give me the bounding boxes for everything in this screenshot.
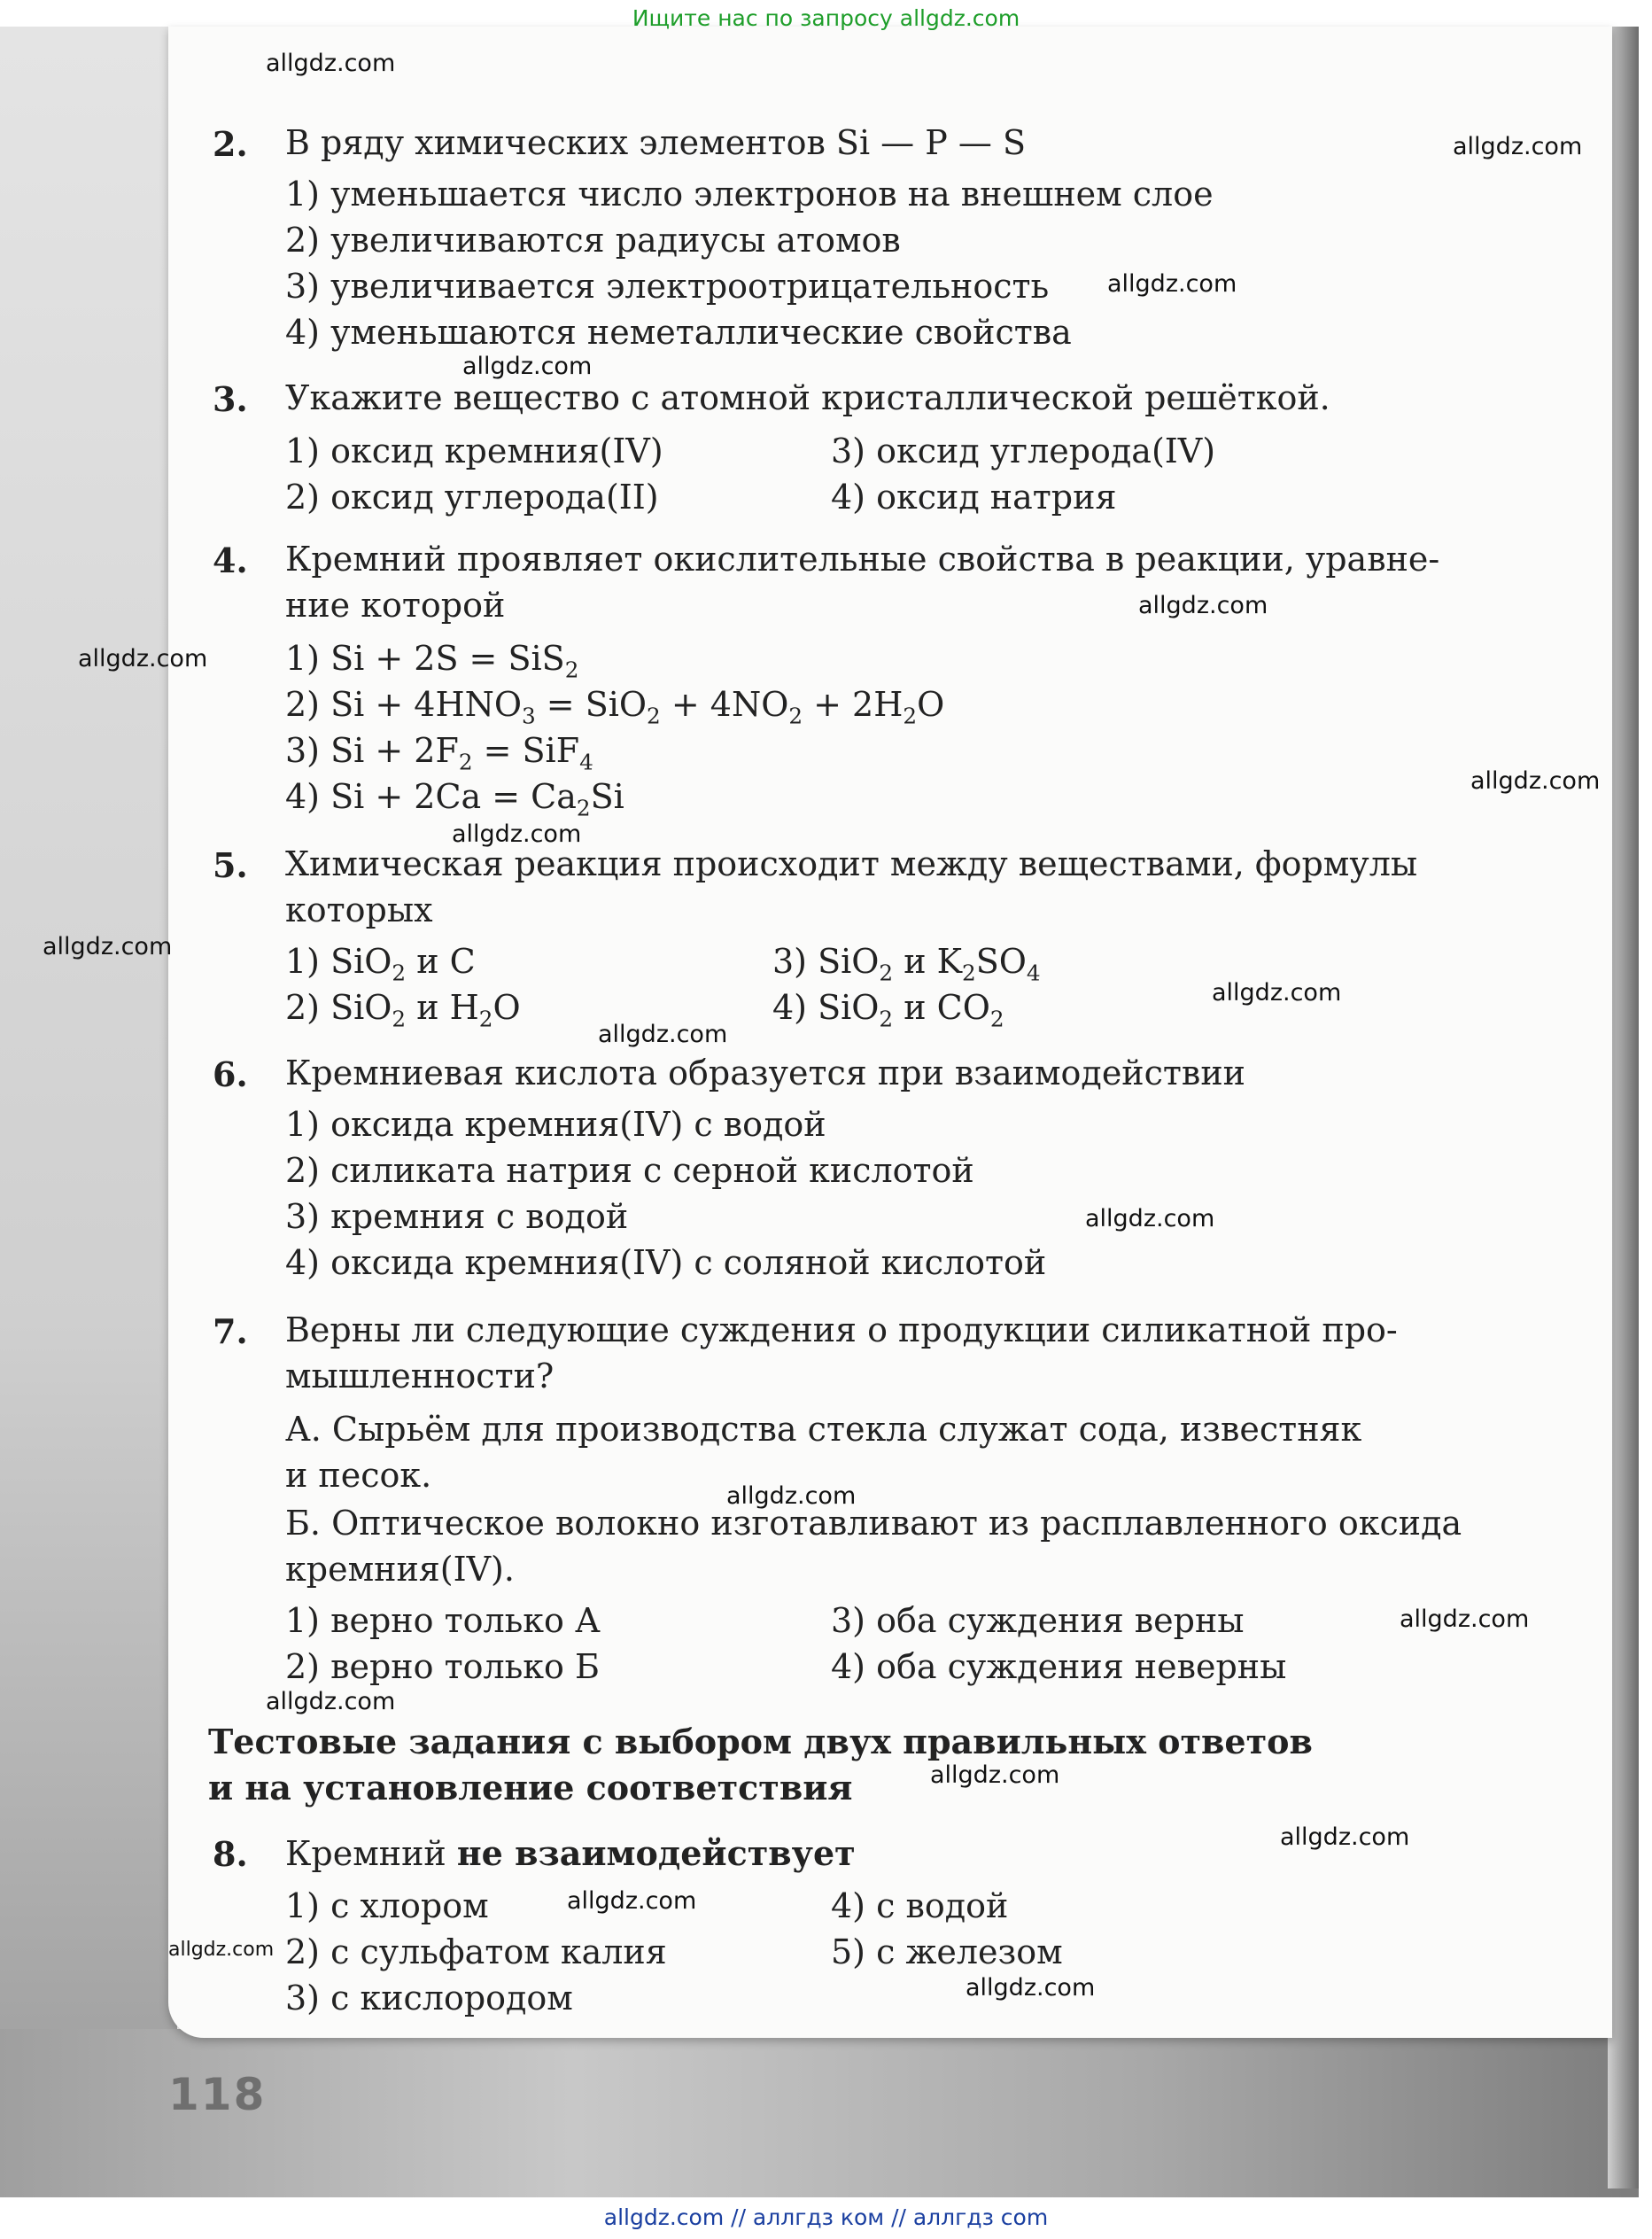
q6-option-1: 1) оксида кремния(IV) с водой xyxy=(285,1105,826,1144)
q4-option-4: 4) $Si + 2Ca = Ca_2Si$ xyxy=(285,777,624,821)
q7-option-1: 1) верно только А xyxy=(285,1601,601,1640)
q4-option-3: 3) $Si + 2F_2 = SiF_4$ xyxy=(285,731,593,775)
q5-option-3: 3) SiO$_2$ и $K_2SO_4$ xyxy=(772,942,1041,986)
page-number: 118 xyxy=(168,2069,267,2120)
q6-option-3: 3) кремния с водой xyxy=(285,1197,629,1236)
q3-option-2: 2) оксид углерода(II) xyxy=(285,478,659,517)
watermark: allgdz.com xyxy=(462,353,593,380)
q8-option-1: 1) с хлором xyxy=(285,1886,489,1925)
watermark: allgdz.com xyxy=(567,1887,697,1915)
q8-option-3: 3) с кислородом xyxy=(285,1979,573,2017)
q6-text: Кремниевая кислота образуется при взаимодействии xyxy=(285,1053,1245,1092)
top-banner[interactable]: Ищите нас по запросу allgdz.com xyxy=(632,5,1020,31)
watermark: allgdz.com xyxy=(43,933,173,960)
q6-option-2: 2) силиката натрия с серной кислотой xyxy=(285,1151,974,1190)
section-heading-line2: и на установление соответствия xyxy=(208,1768,853,1808)
watermark: allgdz.com xyxy=(726,1482,857,1510)
q8-text-bold: не взаимодействует xyxy=(456,1833,856,1873)
q4-number: 4. xyxy=(213,540,248,580)
watermark: allgdz.com xyxy=(78,645,208,672)
q5-text-line2: которых xyxy=(285,890,433,929)
watermark: allgdz.com xyxy=(266,1688,396,1715)
q7-option-3: 3) оба суждения верны xyxy=(831,1601,1245,1640)
section-heading-line1: Тестовые задания с выбором двух правильных ответов xyxy=(208,1722,1313,1761)
watermark: allgdz.com xyxy=(930,1761,1060,1789)
q2-option-3: 3) увеличивается электроотрицательность xyxy=(285,267,1050,306)
q6-number: 6. xyxy=(213,1054,248,1094)
q7-statement-b-line1: Б. Оптическое волокно изготавливают из расплавленного оксида xyxy=(285,1504,1462,1543)
q8-option-5: 5) с железом xyxy=(831,1932,1063,1971)
bottom-banner[interactable]: allgdz.com // аллгдз ком // аллгдз com xyxy=(603,2204,1049,2230)
q7-text-line2: мышленности? xyxy=(285,1357,555,1395)
q8-text xyxy=(285,1834,856,1874)
q5-option-4: 4) SiO$_2$ и $CO_2$ xyxy=(772,988,1004,1032)
q5-number: 5. xyxy=(213,845,248,885)
watermark: allgdz.com xyxy=(966,1974,1096,2002)
q3-number: 3. xyxy=(213,379,248,419)
watermark: allgdz.com xyxy=(1107,270,1237,298)
q7-statement-a-line1: А. Сырьём для производства стекла служат сода, известняк xyxy=(285,1410,1362,1449)
page-shadow-left xyxy=(0,27,177,2188)
q7-option-2: 2) верно только Б xyxy=(285,1647,600,1686)
page-edge-right xyxy=(1608,27,1639,2188)
q6-option-4: 4) оксида кремния(IV) с соляной кислотой xyxy=(285,1243,1047,1282)
watermark: allgdz.com xyxy=(1453,133,1583,160)
watermark: allgdz.com xyxy=(1280,1823,1410,1851)
q5-option-1: 1) SiO$_2$ и C xyxy=(285,942,476,986)
q8-text-plain: Кремний xyxy=(285,1834,457,1873)
watermark: allgdz.com xyxy=(168,1939,275,1961)
q7-option-4: 4) оба суждения неверны xyxy=(831,1647,1287,1686)
q2-text: В ряду химических элементов Si — P — S xyxy=(285,123,1027,162)
q8-option-4: 4) с водой xyxy=(831,1886,1009,1925)
q2-option-4: 4) уменьшаются неметаллические свойства xyxy=(285,313,1072,352)
watermark: allgdz.com xyxy=(1138,592,1268,619)
watermark: allgdz.com xyxy=(452,820,582,848)
q3-option-4: 4) оксид натрия xyxy=(831,478,1117,517)
q4-option-1: 1) Si + 2S = SiS$_2$ xyxy=(285,639,579,683)
q3-text: Укажите вещество с атомной кристаллической решёткой. xyxy=(285,378,1330,417)
q8-option-2: 2) с сульфатом калия xyxy=(285,1932,667,1971)
watermark: allgdz.com xyxy=(1470,767,1601,795)
watermark: allgdz.com xyxy=(598,1021,728,1048)
q5-text-line1: Химическая реакция происходит между веществами, формулы xyxy=(285,844,1418,883)
q2-number: 2. xyxy=(213,124,248,164)
q4-option-2: 2) $Si + 4HNO_3 = SiO_2 + 4NO_2 + 2H_2O$ xyxy=(285,685,945,729)
watermark: allgdz.com xyxy=(1400,1605,1530,1633)
q2-option-1: 1) уменьшается число электронов на внешнем слое xyxy=(285,175,1214,214)
q7-text-line1: Верны ли следующие суждения о продукции силикатной про- xyxy=(285,1310,1398,1349)
q7-statement-a-line2: и песок. xyxy=(285,1456,432,1495)
q8-number: 8. xyxy=(213,1834,248,1874)
q2-option-2: 2) увеличиваются радиусы атомов xyxy=(285,221,901,260)
q7-statement-b-line2: кремния(IV). xyxy=(285,1550,515,1589)
q7-number: 7. xyxy=(213,1311,248,1351)
q3-option-1: 1) оксид кремния(IV) xyxy=(285,431,663,470)
q4-text-line1: Кремний проявляет окислительные свойства в реакции, уравне- xyxy=(285,540,1440,579)
watermark: allgdz.com xyxy=(1212,979,1342,1007)
q5-option-2: 2) SiO$_2$ и $H_2O$ xyxy=(285,988,521,1032)
q4-text-line2: ние которой xyxy=(285,586,506,625)
watermark: allgdz.com xyxy=(1085,1205,1215,1232)
watermark: allgdz.com xyxy=(266,50,396,77)
q3-option-3: 3) оксид углерода(IV) xyxy=(831,431,1216,470)
